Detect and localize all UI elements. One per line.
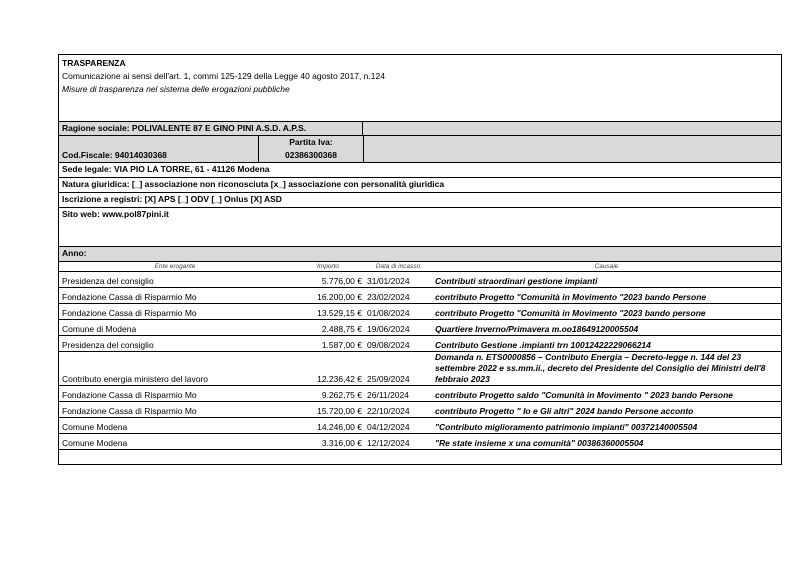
fiscal-row	[59, 136, 781, 163]
importo-cell: 13.529,15 €	[291, 304, 364, 320]
col-ente: Ente erogante	[59, 262, 292, 272]
table-header-row	[59, 262, 782, 272]
causale-cell: contributo Progetto "Comunità in Movimento "2023 bando persone	[432, 304, 782, 320]
data-cell: 23/02/2024	[364, 288, 432, 304]
page-title: TRASPARENZA	[62, 58, 126, 68]
data-cell: 12/12/2024	[364, 434, 432, 450]
ente-cell: Fondazione Cassa di Risparmio Mo	[59, 288, 292, 304]
causale-cell: Quartiere Inverno/Primavera m.oo18649120005504	[432, 320, 782, 336]
natura-giuridica: Natura giuridica: [_] associazione non riconosciuta [x_] associazione con personalità giuridica	[62, 179, 445, 189]
data-cell: 19/06/2024	[364, 320, 432, 336]
sito-row	[59, 208, 781, 247]
table-row	[59, 320, 782, 336]
ente-cell: Comune Modena	[59, 418, 292, 434]
table-row	[59, 352, 782, 386]
col-importo: Importo	[291, 262, 364, 272]
sito-web: Sito web: www.pol87pini.it	[62, 209, 169, 219]
ente-cell: Fondazione Cassa di Risparmio Mo	[59, 402, 292, 418]
data-cell: 26/11/2024	[364, 386, 432, 402]
causale-cell: contributo Progetto saldo "Comunità in Movimento " 2023 bando Persone	[432, 386, 782, 402]
transparency-sheet	[58, 54, 782, 465]
ente-cell: Contributo energia ministero del lavoro	[59, 352, 292, 386]
ragione-sociale-row	[59, 122, 781, 136]
importo-cell: 5.776,00 €	[291, 272, 364, 288]
table-row	[59, 304, 782, 320]
sede-legale: Sede legale: VIA PIO LA TORRE, 61 - 41126 Modena	[62, 164, 270, 174]
partita-iva: 02386300368	[284, 150, 337, 160]
table-row	[59, 386, 782, 402]
partita-iva-cell	[259, 136, 364, 162]
col-data: Data di incasso	[364, 262, 432, 272]
anno-label: Anno:	[62, 248, 87, 258]
anno-row	[59, 247, 781, 261]
ente-cell: Presidenza del consiglio	[59, 336, 292, 352]
data-cell: 04/12/2024	[364, 418, 432, 434]
causale-cell: Domanda n. ETS0000856 – Contributo Energia – Decreto-legge n. 144 del 23 settembre 2022 e ss.mm.ii., decreto del Presidente del Consiglio dei Ministri dell'8 febbraio 2023	[432, 352, 782, 386]
data-cell: 09/08/2024	[364, 336, 432, 352]
importo-cell: 14.246,00 €	[291, 418, 364, 434]
table-row	[59, 288, 782, 304]
ente-cell: Comune Modena	[59, 434, 292, 450]
data-cell: 01/08/2024	[364, 304, 432, 320]
importo-cell: 16.200,00 €	[291, 288, 364, 304]
partita-iva-label: Partita Iva:	[289, 137, 333, 147]
causale-cell: Contributi straordinari gestione impianti	[432, 272, 782, 288]
table-row	[59, 272, 782, 288]
data-cell: 31/01/2024	[364, 272, 432, 288]
ente-cell: Fondazione Cassa di Risparmio Mo	[59, 386, 292, 402]
table-row	[59, 418, 782, 434]
contributions-table	[58, 261, 782, 465]
causale-cell: "Contributo miglioramento patrimonio impianti" 00372140005504	[432, 418, 782, 434]
table-row	[59, 402, 782, 418]
page-subtitle: Comunicazione ai sensi dell'art. 1, commi 125-129 della Legge 40 agosto 2017, n.124	[62, 71, 385, 81]
header-block	[58, 54, 782, 121]
ente-cell: Fondazione Cassa di Risparmio Mo	[59, 304, 292, 320]
col-causale: Causale	[432, 262, 782, 272]
importo-cell: 3.316,00 €	[291, 434, 364, 450]
table-row	[59, 434, 782, 450]
causale-cell: Contributo Gestione .impianti trn 10012422229066214	[432, 336, 782, 352]
ragione-sociale: Ragione sociale: POLIVALENTE 87 E GINO PINI A.S.D. A.P.S.	[59, 122, 363, 135]
table-row	[59, 336, 782, 352]
importo-cell: 2.488,75 €	[291, 320, 364, 336]
natura-row	[59, 178, 781, 193]
entity-block	[58, 121, 782, 261]
importo-cell: 1.587,00 €	[291, 336, 364, 352]
causale-cell: contributo Progetto "Comunità in Movimento "2023 bando Persone	[432, 288, 782, 304]
importo-cell: 15.720,00 €	[291, 402, 364, 418]
iscrizione-registri: Iscrizione a registri: [X] APS [_] ODV [_] Onlus [X] ASD	[62, 194, 282, 204]
importo-cell: 9.262,75 €	[291, 386, 364, 402]
sede-row	[59, 163, 781, 178]
ente-cell: Presidenza del consiglio	[59, 272, 292, 288]
data-cell: 25/09/2024	[364, 352, 432, 386]
causale-cell: contributo Progetto " Io e Gli altri" 2024 bando Persone acconto	[432, 402, 782, 418]
causale-cell: "Re state insieme x una comunità" 00386360005504	[432, 434, 782, 450]
registri-row	[59, 193, 781, 208]
ente-cell: Comune di Modena	[59, 320, 292, 336]
cod-fiscale: Cod.Fiscale: 94014030368	[59, 136, 259, 162]
page-note: Misure di trasparenza nel sistema delle erogazioni pubbliche	[62, 84, 290, 94]
importo-cell: 12.236,42 €	[291, 352, 364, 386]
data-cell: 22/10/2024	[364, 402, 432, 418]
table-empty-row	[59, 450, 782, 465]
